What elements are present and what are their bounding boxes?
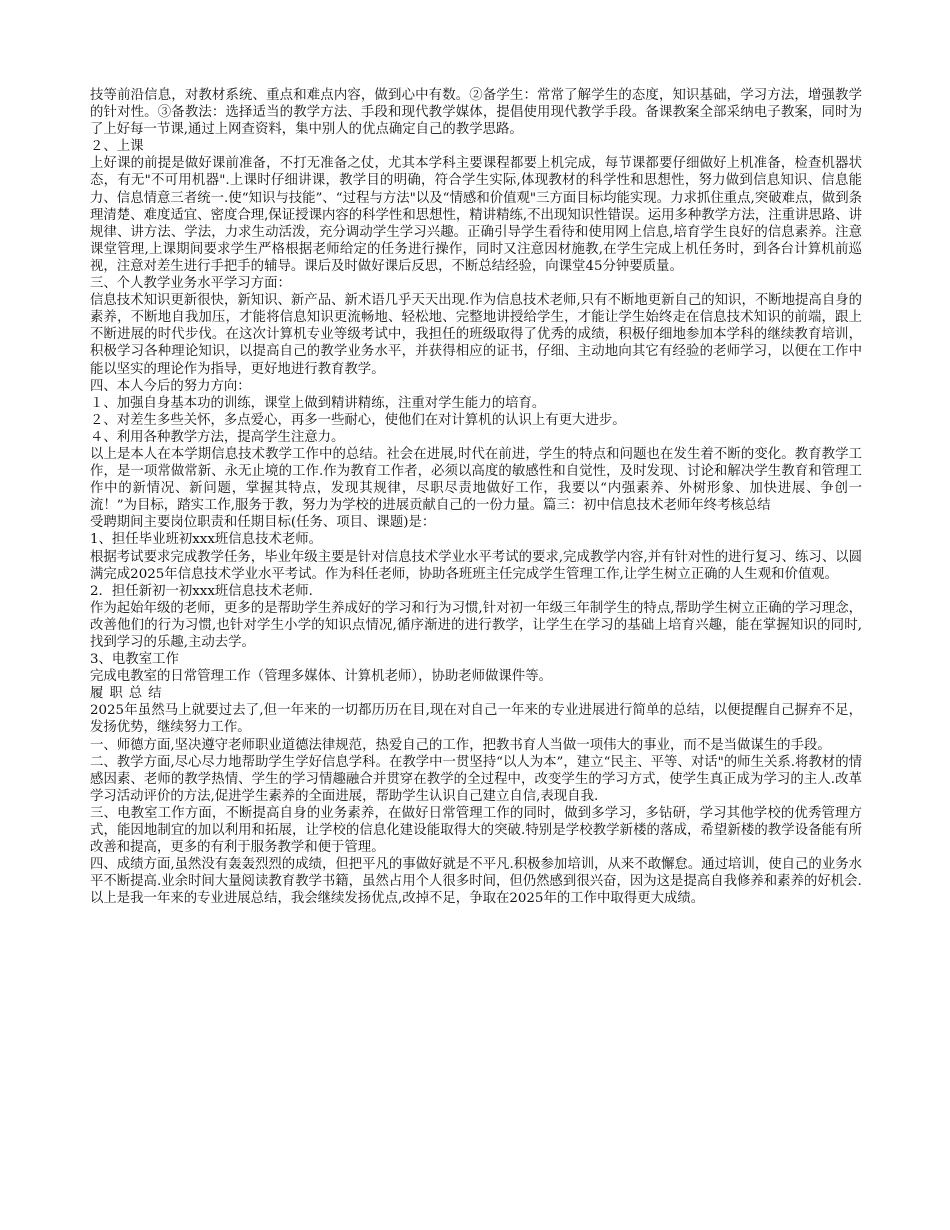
paragraph-duty-1: 根据考试要求完成教学任务，毕业年级主要是针对信息技术学业水平考试的要求,完成教学内容,并有针对性的进行复习、练习、以圆满完成2025年信息技术学业水平考试。作为科任老师，协助各班班主任完成学生管理工作,让学生树立正确的人生观和价值观。 <box>90 549 862 582</box>
paragraph-year-intro: 2025年虽然马上就要过去了,但一年来的一切都历历在目,现在对自己一年来的专业进展进行简单的总结，以便提醒自己摒弃不足，发扬优势，继续努力工作。 <box>90 703 862 736</box>
heading-personal-study: 三、个人教学业务水平学习方面： <box>90 276 291 292</box>
document-body <box>90 87 862 908</box>
heading-duty-3: 3、电教室工作 <box>90 652 179 668</box>
paragraph-achievements: 四、成绩方面,虽然没有轰轰烈烈的成绩，但把平凡的事做好就是不平凡.积极参加培训，从来不敢懈怠。通过培训，使自己的业务水平不断提高.业余时间大量阅读教育教学书籍，虽然占用个人很多时间，但仍然感到很兴奋，因为这是提高自我修养和素养的好机会. <box>90 857 862 890</box>
paragraph-lesson-prep: 技等前沿信息，对教材系统、重点和难点内容，做到心中有数。②备学生：常常了解学生的态度，知识基础，学习方法，增强教学的针对性。③备教法：选择适当的教学方法、手段和现代教学媒体，提倡使用现代教学手段。备课教案全部采纳电子教案，同时为了上好每一节课,通过上网查资料，集中别人的优点确定自己的教学思路。 <box>90 88 862 138</box>
heading-future-direction: 四、本人今后的努力方向： <box>90 378 251 394</box>
paragraph-duty-2: 作为起始年级的老师，更多的是帮助学生养成好的学习和行为习惯,针对初一年级三年制学生的特点,帮助学生树立正确的学习理念，改善他们的行为习惯,也针对学生小学的知识点情况,循序渐进的进行教学，让学生在学习的基础上培育兴趣，能在掌握知识的同时,找到学习的乐趣,主动去学。 <box>90 600 862 650</box>
paragraph-av-room: 三、电教室工作方面，不断提高自身的业务素养，在做好日常管理工作的同时，做到多学习，多钻研，学习其他学校的优秀管理方式，能因地制宜的加以利用和拓展，让学校的信息化建设能取得大的突破.特别是学校教学新楼的落成，希望新楼的教学设备能有所改善和提高，更多的有利于服务教学和便于管理。 <box>90 805 862 856</box>
paragraph-teaching: 二、教学方面,尽心尽力地帮助学生学好信息学科。在教学中一贯坚持“以人为本”，建立“民主、平等、对话"的师生关系.将教材的情感因素、老师的教学热情、学生的学习情趣融合并贯穿在教学的全过程中，改变学生的学习方式，使学生真正成为学习的主人.改革学习活动评价的方法,促进学生素养的全面进展，帮助学生认识自己建立自信,表现自我. <box>90 754 862 804</box>
list-item-future-2: ２、对差生多些关怀，多点爱心，再多一些耐心，使他们在对计算机的认识上有更大进步。 <box>90 412 626 428</box>
heading-duty-2: 2．担任新初一初xxx班信息技术老师. <box>90 583 313 599</box>
heading-class: ２、上课 <box>90 139 144 155</box>
heading-duty-summary: 履职总结 <box>90 686 168 702</box>
paragraph-ethics: 一、师德方面,坚决遵守老师职业道德法律规范，热爱自己的工作，把教书育人当做一项伟大的事业，而不是当做谋生的手段。 <box>90 737 831 753</box>
paragraph-personal-study: 信息技术知识更新很快，新知识、新产品、新术语几乎天天出现.作为信息技术老师,只有不断地更新自己的知识，不断地提高自身的素养，不断地自我加压，才能将信息知识更流畅地、轻松地、完整地讲授给学生，才能让学生始终走在信息技术知识的前端，跟上不断进展的时代步伐。在这次计算机专业等级考试中，我担任的班级取得了优秀的成绩，积极仔细地参加本学科的继续教育培训，积极学习各种理论知识，以提高自己的教学业务水平，并获得相应的证书，仔细、主动地向其它有经验的老师学习，以便在工作中能以坚实的理论作为指导，更好地进行教育教学。 <box>90 293 862 377</box>
list-item-future-4: ４、利用各种教学方法，提高学生注意力。 <box>90 429 345 445</box>
paragraph-class: 上好课的前提是做好课前准备，不打无准备之仗，尤其本学科主要课程都要上机完成，每节课都要仔细做好上机准备，检查机器状态，有无"不可用机器".上课时仔细讲课，教学目的明确，符合学生实际,体现教材的科学性和思想性，努力做到信息知识、信息能力、信息情意三者统一.使“知识与技能”、“过程与方法"以及“情感和价值观"三方面目标均能实现。力求抓住重点,突破难点，做到条理清楚、难度适宜、密度合理,保证授课内容的科学性和思想性，精讲精练,不出现知识性错误。运用多种教学方法，注重讲思路、讲规律、讲方法、学法，力求生动活泼，充分调动学生学习兴趣。正确引导学生看待和使用网上信息,培育学生良好的信息素养。注意课堂管理,上课期间要求学生严格根据老师给定的任务进行操作，同时又注意因材施教,在学生完成上机任务时，到各台计算机前巡视，注意对差生进行手把手的辅导。课后及时做好课后反思，不断总结经验，向课堂45分钟要质量。 <box>90 156 862 274</box>
paragraph-summary: 以上是本人在本学期信息技术教学工作中的总结。社会在进展,时代在前进，学生的特点和问题也在发生着不断的变化。教育教学工作，是一项常做常新、永无止境的工作.作为教育工作者，必须以高度的敏感性和自觉性，及时发现、讨论和解决学生教育和管理工作中的新情况、新问题，掌握其特点，发现其规律，尽职尽责地做好工作，我要以“内强素养、外树形象、加快进展、争创一流！”为目标，踏实工作,服务于教，努力为学校的进展贡献自己的一份力量。篇三：初中信息技术老师年终考核总结 <box>90 446 862 514</box>
paragraph-duties-intro: 受聘期间主要岗位职责和任期目标(任务、项目、课题)是： <box>90 515 436 531</box>
heading-duty-1: 1、担任毕业班初xxx班信息技术老师。 <box>90 532 323 548</box>
list-item-future-1: １、加强自身基本功的训练，课堂上做到精讲精练，注重对学生能力的培育。 <box>90 395 546 411</box>
paragraph-closing: 以上是我一年来的专业进展总结，我会继续发扬优点,改掉不足，争取在2025年的工作中取得更大成绩。 <box>90 891 705 907</box>
paragraph-duty-3: 完成电教室的日常管理工作（管理多媒体、计算机老师），协助老师做课件等。 <box>90 669 552 685</box>
